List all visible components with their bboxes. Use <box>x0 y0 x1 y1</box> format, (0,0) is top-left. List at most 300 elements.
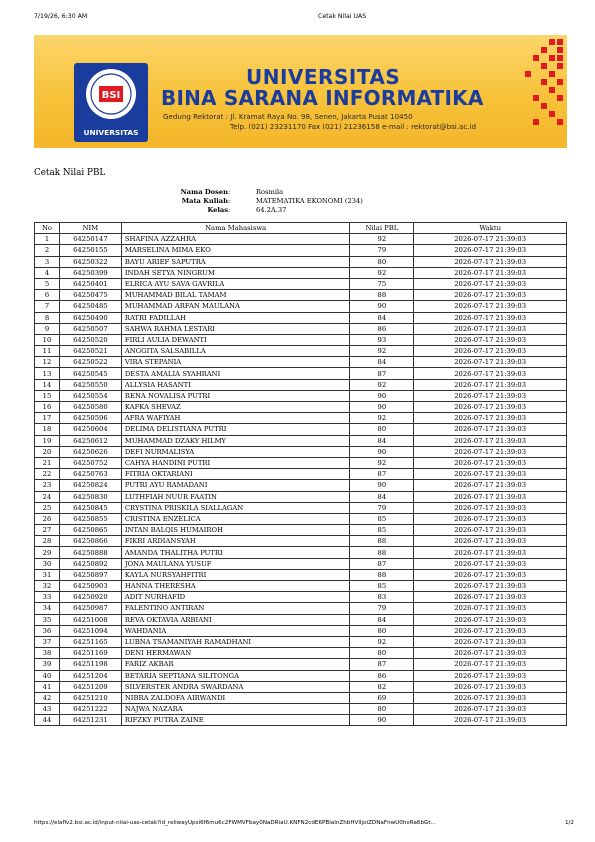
cell-nim: 64250545 <box>59 368 121 379</box>
cell-score: 84 <box>350 357 414 368</box>
cell-student-name: ELRICA AYU SAVA GAVRILA <box>121 278 350 289</box>
cell-nim: 64251210 <box>59 692 121 703</box>
print-title: Cetak Nilai UAS <box>318 13 367 20</box>
cell-nim: 64250596 <box>59 413 121 424</box>
cell-score: 85 <box>350 581 414 592</box>
cell-no: 38 <box>35 648 60 659</box>
cell-nim: 64250507 <box>59 323 121 334</box>
cell-no: 8 <box>35 312 60 323</box>
cell-no: 36 <box>35 625 60 636</box>
cell-nim: 64251222 <box>59 704 121 715</box>
cell-student-name: NAJWA NAZARA <box>121 704 350 715</box>
cell-student-name: RENA NOVALISA PUTRI <box>121 390 350 401</box>
meta-value: MATEMATIKA EKONOMI (234) <box>256 196 363 205</box>
cell-nim: 64250554 <box>59 390 121 401</box>
cell-student-name: MUHAMMAD BILAL TAMAM <box>121 290 350 301</box>
table-row <box>35 379 567 390</box>
cell-score: 90 <box>350 390 414 401</box>
cell-score: 87 <box>350 469 414 480</box>
table-row <box>35 323 567 334</box>
cell-nim: 64250322 <box>59 256 121 267</box>
cell-time: 2026-07-17 21:39:03 <box>414 547 567 558</box>
table-row <box>35 312 567 323</box>
table-row <box>35 659 567 670</box>
cell-score: 86 <box>350 323 414 334</box>
cell-time: 2026-07-17 21:39:03 <box>414 312 567 323</box>
cell-student-name: MUHAMMAD DZAKY HILMY <box>121 435 350 446</box>
cell-time: 2026-07-17 21:39:03 <box>414 491 567 502</box>
cell-time: 2026-07-17 21:39:03 <box>414 301 567 312</box>
table-row <box>35 592 567 603</box>
pixel-square <box>557 47 563 53</box>
cell-time: 2026-07-17 21:39:03 <box>414 681 567 692</box>
cell-score: 92 <box>350 346 414 357</box>
university-banner <box>34 35 567 148</box>
cell-nim: 64250855 <box>59 513 121 524</box>
cell-score: 82 <box>350 681 414 692</box>
cell-student-name: RIFZKY PUTRA ZAINE <box>121 715 350 726</box>
table-row <box>35 480 567 491</box>
cell-student-name: SAHWA RAHMA LESTARI <box>121 323 350 334</box>
cell-student-name: CRISTINA ENZELICA <box>121 513 350 524</box>
cell-no: 10 <box>35 334 60 345</box>
cell-time: 2026-07-17 21:39:03 <box>414 692 567 703</box>
cell-student-name: MARSELINA MIMA EKO <box>121 245 350 256</box>
cell-nim: 64251204 <box>59 670 121 681</box>
pixel-square <box>557 119 563 125</box>
meta-label: Kelas <box>207 205 228 214</box>
table-row <box>35 525 567 536</box>
cell-no: 29 <box>35 547 60 558</box>
pixel-square <box>541 79 547 85</box>
cell-nim: 64250521 <box>59 346 121 357</box>
section-title: Cetak Nilai PBL <box>34 168 106 178</box>
table-row <box>35 278 567 289</box>
cell-no: 30 <box>35 558 60 569</box>
cell-time: 2026-07-17 21:39:03 <box>414 402 567 413</box>
cell-student-name: MUHAMMAD ARFAN MAULANA <box>121 301 350 312</box>
cell-score: 92 <box>350 267 414 278</box>
cell-student-name: DESTA AMALIA SYAHRANI <box>121 368 350 379</box>
cell-nim: 64250550 <box>59 379 121 390</box>
table-row <box>35 334 567 345</box>
cell-nim: 64250763 <box>59 469 121 480</box>
cell-score: 84 <box>350 312 414 323</box>
university-name: BINA SARANA INFORMATIKA <box>161 86 484 110</box>
table-row <box>35 413 567 424</box>
pixel-square <box>557 95 563 101</box>
meta-colon: : <box>228 188 231 196</box>
col-header-nim: NIM <box>59 223 121 234</box>
cell-no: 7 <box>35 301 60 312</box>
bsi-emblem-icon <box>78 66 144 122</box>
cell-score: 90 <box>350 446 414 457</box>
table-row <box>35 513 567 524</box>
cell-nim: 64250522 <box>59 357 121 368</box>
cell-nim: 64250824 <box>59 480 121 491</box>
pixel-square <box>549 111 555 117</box>
meta-label: Nama Dosen <box>180 188 228 196</box>
pixel-square <box>557 39 563 45</box>
cell-nim: 64251165 <box>59 636 121 647</box>
cell-student-name: AFRA WAFIYAH <box>121 413 350 424</box>
pixel-square <box>549 71 555 77</box>
cell-time: 2026-07-17 21:39:03 <box>414 670 567 681</box>
address-line-2: Telp. (021) 23231170 Fax (021) 21236158 e-mail : rektorat@bsi.ac.id <box>230 122 477 131</box>
cell-no: 23 <box>35 480 60 491</box>
cell-time: 2026-07-17 21:39:03 <box>414 290 567 301</box>
table-row <box>35 715 567 726</box>
cell-no: 39 <box>35 659 60 670</box>
print-footer <box>34 820 574 830</box>
cell-score: 83 <box>350 592 414 603</box>
cell-no: 43 <box>35 704 60 715</box>
cell-no: 3 <box>35 256 60 267</box>
cell-student-name: FARIZ AKBAR <box>121 659 350 670</box>
table-row <box>35 681 567 692</box>
table-row <box>35 267 567 278</box>
cell-no: 1 <box>35 234 60 245</box>
table-row <box>35 636 567 647</box>
cell-nim: 64250845 <box>59 502 121 513</box>
table-row <box>35 446 567 457</box>
cell-no: 24 <box>35 491 60 502</box>
cell-nim: 64250903 <box>59 581 121 592</box>
cell-score: 80 <box>350 625 414 636</box>
cell-nim: 64250892 <box>59 558 121 569</box>
cell-nim: 64250401 <box>59 278 121 289</box>
cell-score: 69 <box>350 692 414 703</box>
cell-time: 2026-07-17 21:39:03 <box>414 525 567 536</box>
cell-student-name: FIRLI AULIA DEWANTI <box>121 334 350 345</box>
cell-no: 33 <box>35 592 60 603</box>
cell-score: 87 <box>350 558 414 569</box>
cell-time: 2026-07-17 21:39:03 <box>414 536 567 547</box>
cell-nim: 64250888 <box>59 547 121 558</box>
cell-no: 14 <box>35 379 60 390</box>
cell-no: 34 <box>35 603 60 614</box>
cell-student-name: HANNA THERESHA <box>121 581 350 592</box>
col-header-time: Waktu <box>414 223 567 234</box>
cell-student-name: PUTRI AYU RAMADANI <box>121 480 350 491</box>
cell-score: 87 <box>350 659 414 670</box>
col-header-no: No <box>35 223 60 234</box>
cell-score: 86 <box>350 670 414 681</box>
table-row <box>35 704 567 715</box>
table-row <box>35 256 567 267</box>
cell-time: 2026-07-17 21:39:03 <box>414 390 567 401</box>
cell-student-name: BAYU ARIEF SAPUTRA <box>121 256 350 267</box>
table-row <box>35 625 567 636</box>
cell-no: 44 <box>35 715 60 726</box>
cell-student-name: WAHDANIA <box>121 625 350 636</box>
cell-time: 2026-07-17 21:39:03 <box>414 346 567 357</box>
cell-score: 92 <box>350 457 414 468</box>
cell-no: 4 <box>35 267 60 278</box>
col-header-score: Nilai PBL <box>350 223 414 234</box>
table-row <box>35 301 567 312</box>
table-row <box>35 368 567 379</box>
university-title: UNIVERSITAS <box>246 65 401 89</box>
table-row <box>35 469 567 480</box>
cell-no: 31 <box>35 569 60 580</box>
table-row <box>35 569 567 580</box>
cell-no: 5 <box>35 278 60 289</box>
table-row <box>35 670 567 681</box>
cell-score: 93 <box>350 334 414 345</box>
cell-nim: 64250520 <box>59 334 121 345</box>
cell-no: 12 <box>35 357 60 368</box>
pixel-square <box>525 71 531 77</box>
pixel-square <box>533 55 539 61</box>
cell-nim: 64250580 <box>59 402 121 413</box>
cell-student-name: VIRA STEPANIA <box>121 357 350 368</box>
table-row <box>35 402 567 413</box>
cell-no: 26 <box>35 513 60 524</box>
meta-value: 64.2A.37 <box>256 205 287 214</box>
cell-nim: 64250897 <box>59 569 121 580</box>
cell-nim: 64251209 <box>59 681 121 692</box>
table-row <box>35 390 567 401</box>
meta-value: Rosmila <box>256 188 284 196</box>
cell-nim: 64250866 <box>59 536 121 547</box>
grades-table <box>34 222 567 726</box>
pixel-square <box>541 103 547 109</box>
cell-no: 37 <box>35 636 60 647</box>
cell-score: 84 <box>350 614 414 625</box>
pixel-square <box>557 55 563 61</box>
cell-no: 28 <box>35 536 60 547</box>
cell-student-name: ADIT NURHAFID <box>121 592 350 603</box>
address-line-1: Gedung Rektorat : Jl. Kramat Raya No. 98, Senen, Jakarta Pusat 10450 <box>163 112 413 121</box>
cell-student-name: KAFKA SHEVAZ <box>121 402 350 413</box>
table-row <box>35 692 567 703</box>
cell-student-name: ANGGITA SALSABILLA <box>121 346 350 357</box>
cell-no: 35 <box>35 614 60 625</box>
page-number: 1/2 <box>564 820 574 826</box>
cell-time: 2026-07-17 21:39:03 <box>414 234 567 245</box>
cell-score: 79 <box>350 603 414 614</box>
cell-time: 2026-07-17 21:39:03 <box>414 581 567 592</box>
cell-score: 84 <box>350 491 414 502</box>
table-row <box>35 234 567 245</box>
cell-nim: 64250604 <box>59 424 121 435</box>
cell-time: 2026-07-17 21:39:03 <box>414 603 567 614</box>
cell-no: 18 <box>35 424 60 435</box>
cell-no: 41 <box>35 681 60 692</box>
cell-time: 2026-07-17 21:39:03 <box>414 659 567 670</box>
cell-time: 2026-07-17 21:39:03 <box>414 502 567 513</box>
cell-time: 2026-07-17 21:39:03 <box>414 569 567 580</box>
cell-nim: 64250612 <box>59 435 121 446</box>
cell-time: 2026-07-17 21:39:03 <box>414 715 567 726</box>
pixel-square <box>557 79 563 85</box>
cell-time: 2026-07-17 21:39:03 <box>414 636 567 647</box>
cell-nim: 64251094 <box>59 625 121 636</box>
pixel-square <box>541 63 547 69</box>
cell-no: 11 <box>35 346 60 357</box>
cell-student-name: FIKRI ARDIANSYAH <box>121 536 350 547</box>
cell-score: 88 <box>350 290 414 301</box>
cell-score: 80 <box>350 256 414 267</box>
cell-nim: 64250399 <box>59 267 121 278</box>
cell-student-name: FALENTINO ANTIRAN <box>121 603 350 614</box>
cell-nim: 64251008 <box>59 614 121 625</box>
cell-time: 2026-07-17 21:39:03 <box>414 704 567 715</box>
cell-student-name: KAYLA NURSYAHFITRI <box>121 569 350 580</box>
cell-time: 2026-07-17 21:39:03 <box>414 480 567 491</box>
cell-student-name: CAHYA HANDINI PUTRI <box>121 457 350 468</box>
table-row <box>35 357 567 368</box>
cell-student-name: CRYSTINA PRISKILA SIALLAGAN <box>121 502 350 513</box>
cell-score: 88 <box>350 547 414 558</box>
table-row <box>35 245 567 256</box>
cell-score: 75 <box>350 278 414 289</box>
table-row <box>35 581 567 592</box>
cell-nim: 64250475 <box>59 290 121 301</box>
cell-time: 2026-07-17 21:39:03 <box>414 446 567 457</box>
table-row <box>35 558 567 569</box>
cell-time: 2026-07-17 21:39:03 <box>414 256 567 267</box>
cell-nim: 64251198 <box>59 659 121 670</box>
cell-time: 2026-07-17 21:39:03 <box>414 323 567 334</box>
cell-student-name: INTAN BALQIS HUMAIROH <box>121 525 350 536</box>
cell-student-name: DEFI NURMALISYA <box>121 446 350 457</box>
cell-score: 87 <box>350 368 414 379</box>
pixel-square <box>549 39 555 45</box>
cell-no: 2 <box>35 245 60 256</box>
cell-time: 2026-07-17 21:39:03 <box>414 245 567 256</box>
cell-nim: 64250490 <box>59 312 121 323</box>
cell-student-name: AMANDA THALITHA PUTRI <box>121 547 350 558</box>
table-row <box>35 547 567 558</box>
cell-no: 25 <box>35 502 60 513</box>
table-row <box>35 290 567 301</box>
cell-nim: 64250830 <box>59 491 121 502</box>
cell-nim: 64250752 <box>59 457 121 468</box>
cell-time: 2026-07-17 21:39:03 <box>414 267 567 278</box>
table-row <box>35 457 567 468</box>
pixel-square <box>533 119 539 125</box>
cell-student-name: REVA OKTAVIA ARBIANI <box>121 614 350 625</box>
cell-nim: 64250865 <box>59 525 121 536</box>
cell-time: 2026-07-17 21:39:03 <box>414 558 567 569</box>
pixel-pattern <box>497 35 567 148</box>
col-header-name: Nama Mahasiswa <box>121 223 350 234</box>
cell-score: 90 <box>350 402 414 413</box>
cell-nim: 64250920 <box>59 592 121 603</box>
print-date: 7/19/26, 6:30 AM <box>34 13 88 20</box>
cell-nim: 64250155 <box>59 245 121 256</box>
cell-no: 22 <box>35 469 60 480</box>
cell-score: 90 <box>350 715 414 726</box>
cell-nim: 64250485 <box>59 301 121 312</box>
cell-student-name: NIBRA ZALDOFA AIRWANDI <box>121 692 350 703</box>
cell-score: 80 <box>350 704 414 715</box>
table-row <box>35 491 567 502</box>
table-row <box>35 648 567 659</box>
table-header-row <box>35 223 567 234</box>
cell-no: 42 <box>35 692 60 703</box>
cell-no: 13 <box>35 368 60 379</box>
table-row <box>35 536 567 547</box>
cell-score: 80 <box>350 648 414 659</box>
cell-time: 2026-07-17 21:39:03 <box>414 368 567 379</box>
cell-student-name: DELIMA DELISTIANA PUTRI <box>121 424 350 435</box>
cell-nim: 64250626 <box>59 446 121 457</box>
cell-time: 2026-07-17 21:39:03 <box>414 334 567 345</box>
cell-score: 92 <box>350 379 414 390</box>
cell-nim: 64250147 <box>59 234 121 245</box>
cell-score: 90 <box>350 301 414 312</box>
cell-student-name: SILVERSTER ANDRA SWARDANA <box>121 681 350 692</box>
cell-student-name: LUTHFIAH NUUR FAATIN <box>121 491 350 502</box>
cell-student-name: RATRI FADILLAH <box>121 312 350 323</box>
table-row <box>35 614 567 625</box>
cell-time: 2026-07-17 21:39:03 <box>414 614 567 625</box>
table-row <box>35 424 567 435</box>
cell-time: 2026-07-17 21:39:03 <box>414 592 567 603</box>
table-row <box>35 435 567 446</box>
pixel-square <box>533 95 539 101</box>
logo-caption: UNIVERSITAS <box>83 128 139 137</box>
print-header <box>34 13 574 23</box>
meta-colon: : <box>228 196 231 205</box>
cell-no: 6 <box>35 290 60 301</box>
cell-student-name: LUBNA TSAMANIYAH RAMADHANI <box>121 636 350 647</box>
cell-no: 20 <box>35 446 60 457</box>
pixel-square <box>549 55 555 61</box>
cell-score: 92 <box>350 234 414 245</box>
cell-score: 92 <box>350 413 414 424</box>
cell-no: 27 <box>35 525 60 536</box>
cell-time: 2026-07-17 21:39:03 <box>414 379 567 390</box>
cell-time: 2026-07-17 21:39:03 <box>414 435 567 446</box>
cell-time: 2026-07-17 21:39:03 <box>414 413 567 424</box>
cell-nim: 64251169 <box>59 648 121 659</box>
cell-student-name: ALLYSIA HASANTI <box>121 379 350 390</box>
table-row <box>35 603 567 614</box>
cell-time: 2026-07-17 21:39:03 <box>414 357 567 368</box>
cell-student-name: JONA MAULANA YUSUF <box>121 558 350 569</box>
meta-label: Mata Kuliah <box>181 196 228 205</box>
cell-score: 79 <box>350 245 414 256</box>
cell-student-name: FITRIA OKTARIANI <box>121 469 350 480</box>
cell-no: 21 <box>35 457 60 468</box>
cell-score: 88 <box>350 569 414 580</box>
table-row <box>35 346 567 357</box>
cell-score: 88 <box>350 536 414 547</box>
pixel-square <box>549 87 555 93</box>
svg-text:BSI: BSI <box>101 90 121 101</box>
cell-score: 90 <box>350 480 414 491</box>
cell-student-name: DENI HERMAWAN <box>121 648 350 659</box>
page-url: https://elaflv2.bsi.ac.id/input-nilai-uas-cetak?id_reliwayUpsi6f6mu6c2FWMVFbay0NaDRiaU.KNFN2cdE6PBlaInZhbHVlIjoiZDNaFnwU0hvRa6bGt... <box>34 820 436 826</box>
cell-time: 2026-07-17 21:39:03 <box>414 278 567 289</box>
meta-colon: : <box>228 205 231 214</box>
cell-score: 85 <box>350 525 414 536</box>
cell-score: 79 <box>350 502 414 513</box>
cell-student-name: INDAH SETYA NINGRUM <box>121 267 350 278</box>
cell-student-name: BETARIA SEPTIANA SILITONGA <box>121 670 350 681</box>
cell-no: 32 <box>35 581 60 592</box>
cell-nim: 64251231 <box>59 715 121 726</box>
cell-score: 85 <box>350 513 414 524</box>
cell-no: 19 <box>35 435 60 446</box>
cell-nim: 64250987 <box>59 603 121 614</box>
pixel-square <box>557 63 563 69</box>
cell-time: 2026-07-17 21:39:03 <box>414 424 567 435</box>
